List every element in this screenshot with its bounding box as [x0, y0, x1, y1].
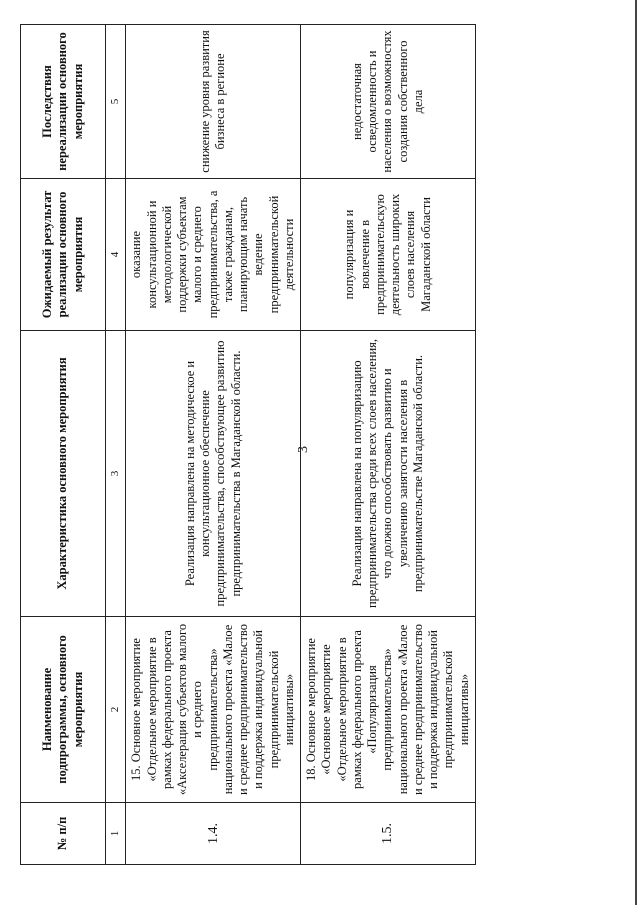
table-row [301, 25, 476, 865]
measure-result: оказание консультационной и методологической поддержки субъектам малого и среднего предпринимательства, а также гражданам, планирующим начать ведение предпринимательской деятельности [126, 179, 301, 331]
measure-result: популяризация и вовлечение в предпринимательскую деятельность широких слоев населения Магаданской области [301, 179, 476, 331]
column-number: 4 [106, 179, 126, 331]
page-number: 3 [296, 446, 311, 453]
header-number: № п/п [21, 803, 106, 865]
measure-characteristic: Реализация направлена на популяризацию предпринимательства среди всех слоев населения, что должно способствовать развитию и увеличению занятости населения в предпринимательстве Магаданской области. [301, 331, 476, 617]
column-number-row [106, 25, 126, 865]
column-number: 1 [106, 803, 126, 865]
header-expected-result: Ожидаемый результат реализации основного мероприятия [21, 179, 106, 331]
table-row [126, 25, 301, 865]
table-header-row [21, 25, 106, 865]
header-consequences: Последствия нереализации основного мероприятия [21, 25, 106, 179]
measure-consequence: недостаточная осведомленность и населения о возможностях создания собственного дела [301, 25, 476, 179]
scan-border-line [635, 0, 637, 905]
measure-characteristic: Реализация направлена на методическое и консультационное обеспечение предпринимательства, способствующее развитию предпринимательства в Магаданской области. [126, 331, 301, 617]
measure-name: 18. Основное мероприятие «Основное мероприятие «Отдельное мероприятие в рамках федерального проекта «Популяризация предпринимательства» национального проекта «Малое и среднее предпринимательство и поддержка индивидуальной предпринимательской инициативы» [301, 617, 476, 803]
column-number: 2 [106, 617, 126, 803]
header-name: Наименование подпрограммы, основного мероприятия [21, 617, 106, 803]
measure-name: 15. Основное мероприятие «Отдельное мероприятие в рамках федерального проекта «Акселерация субъектов малого и среднего предпринимательства» национального проекта «Малое и среднее предпринимательство и поддержка индивидуальной предпринимательской инициативы» [126, 617, 301, 803]
measure-consequence: снижение уровня развития бизнеса в регионе [126, 25, 301, 179]
header-characteristic: Характеристика основного мероприятия [21, 331, 106, 617]
column-number: 3 [106, 331, 126, 617]
column-number: 5 [106, 25, 126, 179]
measures-table [20, 24, 476, 865]
row-id: 1.5. [301, 803, 476, 865]
row-id: 1.4. [126, 803, 301, 865]
